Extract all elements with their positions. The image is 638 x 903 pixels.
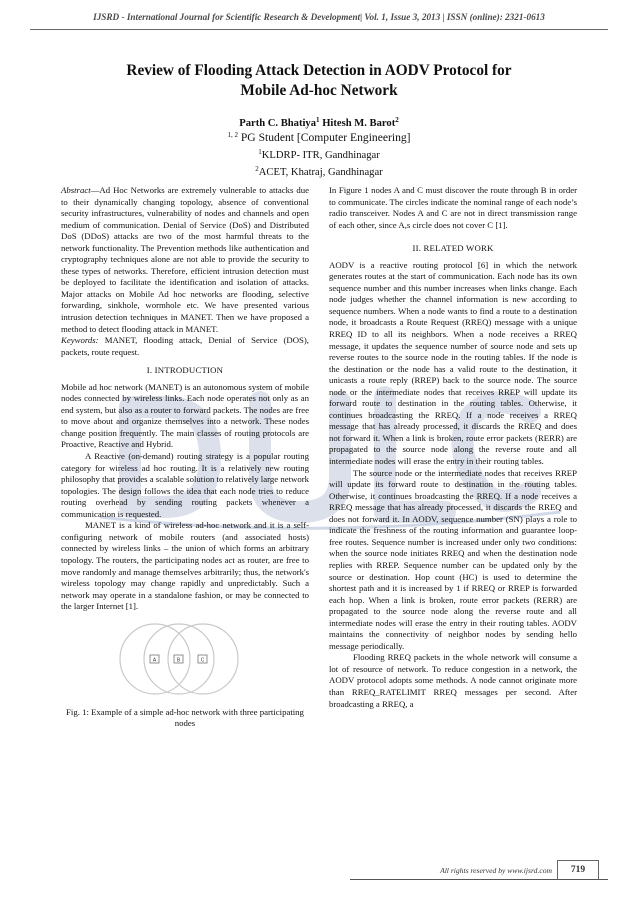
page-number: 719 <box>557 860 599 880</box>
figure-1-caption: Fig. 1: Example of a simple ad-hoc network with three participating nodes <box>66 706 304 729</box>
role-text: PG Student [Computer Engineering] <box>240 131 411 144</box>
related-work-paragraph-1: AODV is a reactive routing protocol [6] in which the network generates routes at the start of communication. Each node has its own sequence number and this number increases when links change. Each node judges whether the channel information is new according to sequence numbers. When a node wants to find a route to a destination node, it broadcasts a Route Request (RREQ) message with a unique RREQ ID to all its neighbors. When a node receives a RREQ message, it updates the sequence number of source node and sets up reverse routes to the source node in the routing tables. If the node is the destination or the node has a valid route to the destination, it unicasts a route reply (RREP) back to the source node. The source node or the intermediate nodes that receives RREP will update its forward route to destination in the routing tables. Otherwise, it continues broadcasting the RREQ. If a node receives a RREQ message that has already processed, it discards the RREQ and does not forward it. When a link is broken, route error packets (RERR) are propagated to the source node along the reverse route and all intermediate nodes will erase the entry in their routing tables. <box>329 259 577 467</box>
abstract <box>61 185 309 335</box>
aff-2-sup: 2 <box>255 165 259 173</box>
role-sup: 1, 2 <box>227 131 238 139</box>
author-2-name: Hitesh M. Barot <box>322 118 396 129</box>
intro-paragraph-2: A Reactive (on-demand) routing strategy is a popular routing category for wireless ad hoc routing. It is a relatively new routing philosophy that provides a scalable solution to relatively large network topologies. The design follows the idea that each node tries to reduce routing overhead by sending routing packets whenever a communication is requested. <box>61 451 309 519</box>
affiliation-2 <box>30 167 608 178</box>
section-heading-introduction: I. INTRODUCTION <box>146 365 224 376</box>
right-paragraph-1: In Figure 1 nodes A and C must discover the route through B in order to communicate. The circles indicate the nominal range of each node’s radio transceiver. Nodes A and C are not in direct transmission range of each other, since A,s circle does not cover C [1]. <box>329 185 577 230</box>
author-1-name: Parth C. Bhatiya <box>239 118 317 129</box>
header-rule <box>30 29 608 30</box>
intro-paragraph-3: MANET is a kind of wireless ad-hoc network and it is a self-configuring network of mobile routers (and associated hosts) connected by wireless links – the union of which forms an arbitrary topology. The routers, the participating nodes act as router, are free to move randomly and manage themselves arbitrarily; thus, the network's wireless topology may change rapidly and unpredictably. Such a network may operate in a standalone fashion, or may be connected to the larger Internet [1]. <box>61 520 309 612</box>
paper-title <box>30 61 608 100</box>
journal-header: IJSRD - International Journal for Scientific Research & Development| Vol. 1, Issue 3, 2013 | ISSN (online): 2321-0613 <box>93 12 545 22</box>
figure-1 <box>61 621 309 697</box>
section-heading-related-work: II. RELATED WORK <box>412 243 494 254</box>
affiliation-1 <box>30 150 608 161</box>
footer-rights: All rights reserved by www.ijsrd.com <box>440 866 552 875</box>
node-b-label: B <box>176 657 181 664</box>
related-work-paragraph-2: The source node or the intermediate nodes that receives RREP will update its forward route to destination in the routing tables. Otherwise, it continues broadcasting the RREQ. If a node receives a RREQ message that has already processed, it discards the RREQ and does not forward it. In AODV, sequence number (SN) plays a role to indicate the freshness of the routing information and guarantee loop-free routes. Sequence number is increased under only two conditions: when the source node initiates RREQ and when the destination node replies with RREP. Sequence number can be updated only by the source or destination. Hop count (HC) is used to determine the shortest path and it is increased by 1 if RREQ or RREP is forwarded each hop. When a link is broken, route error packets (RERR) are propagated to the source node along the reverse route and all intermediate nodes will erase the entry in their routing tables. AODV maintains the connectivity of neighbor nodes by sending hello message periodically. <box>329 467 577 651</box>
intro-paragraph-1: Mobile ad hoc network (MANET) is an autonomous system of mobile nodes connected by wireless links. Each node operates not only as an end system, but also as a router to forward packets. The nodes are free to move about and organize themselves into a network. These nodes change position frequently. The main classes of routing protocols are Proactive, Reactive and Hybrid. <box>61 381 309 450</box>
author-list <box>30 118 608 129</box>
keywords-text: MANET, flooding attack, Denial of Service (DOS), packets, route request. <box>61 335 309 357</box>
related-work-paragraph-3: Flooding RREQ packets in the whole network will consume a lot of resource of network. To reduce congestion in a network, the AODV protocol adopts some methods. A node cannot originate more than RREQ_RATELIMIT RREQ messages per second. After broadcasting a RREQ, a <box>329 652 577 709</box>
keywords-label: Keywords: <box>61 335 99 346</box>
left-column <box>61 185 309 730</box>
abstract-text: —Ad Hoc Networks are extremely vulnerable to attacks due to their dynamically changing topology, absence of conventional security infrastructures, vulnerability of nodes and channels and open medium of communication. Denial of Service (DoS) and Distributed DoS (DDoS) attacks are two of the most harmful threats to the network functionality. The Prevention methods like authentication and cryptography techniques alone are not able to provide the security to these types of networks. Therefore, efficient intrusion detection must be deployed to facilitate the identification and isolation of attacks. Major attacks on Mobile Ad hoc networks are flooding, selective forwarding, sinkhole, wormhole etc. We have presented various intrusion detection techniques in MANET. Then we have proposed a method to detect flooding attack in MANET. <box>61 185 309 334</box>
aff-1-sup: 1 <box>258 148 262 156</box>
author-1-sup: 1 <box>316 116 320 124</box>
author-role <box>30 131 608 144</box>
keywords <box>61 335 309 358</box>
right-column <box>329 185 577 710</box>
author-2-sup: 2 <box>395 116 399 124</box>
aff-2-text: ACET, Khatraj, Gandhinagar <box>258 167 383 178</box>
abstract-label: Abstract <box>61 185 91 195</box>
aff-1-text: KLDRP- ITR, Gandhinagar <box>261 150 380 161</box>
title-line-1: Review of Flooding Attack Detection in AODV Protocol for <box>126 62 512 79</box>
title-line-2: Mobile Ad-hoc Network <box>240 81 398 99</box>
node-a-label: A <box>152 657 157 664</box>
node-c-label: C <box>200 657 205 664</box>
figure-1-diagram <box>61 621 309 697</box>
